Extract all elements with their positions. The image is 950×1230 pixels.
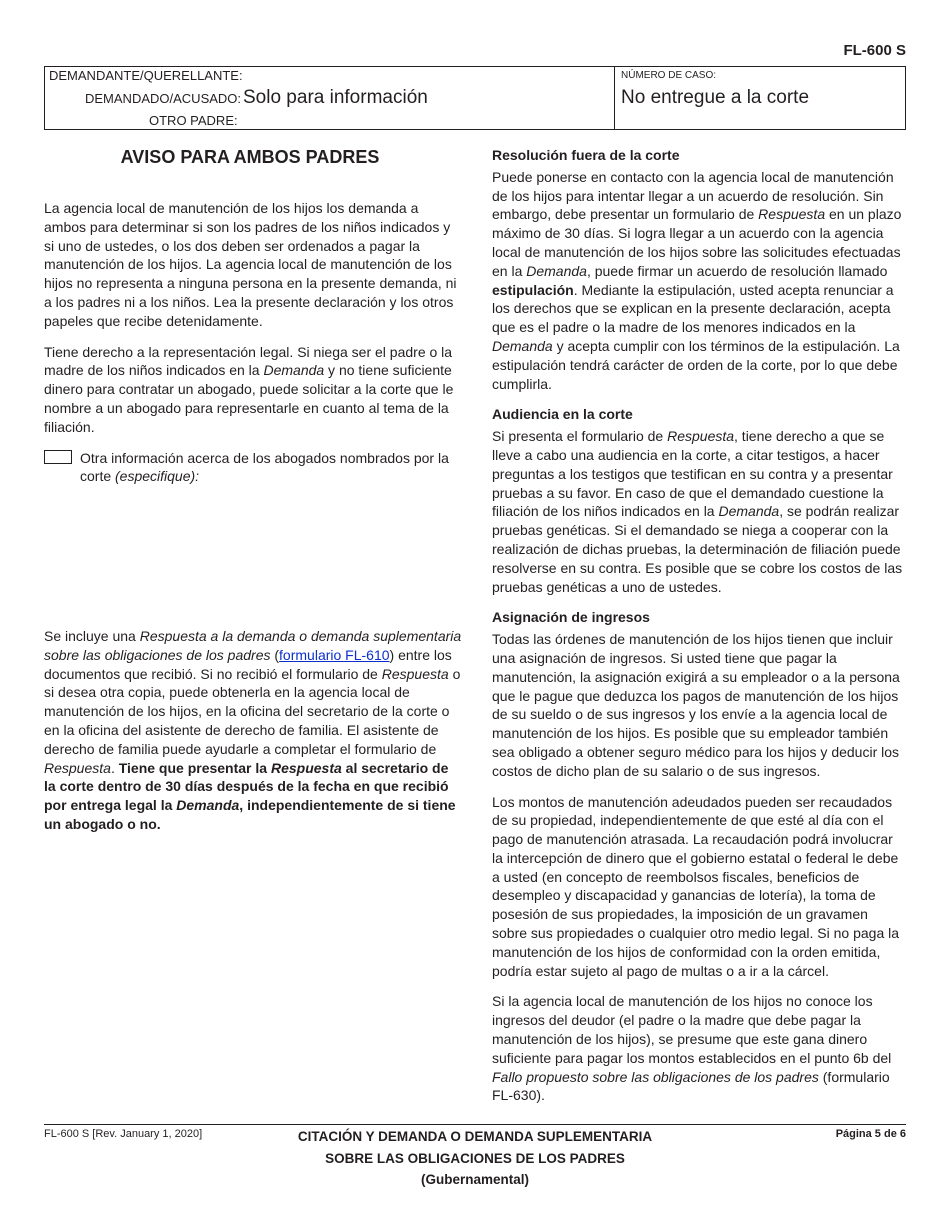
text: Tiene derecho a la representación legal. Si niega ser el padre o la madre de los niños indicados en la	[44, 343, 453, 379]
form-fl610-link[interactable]: formulario FL-610	[279, 646, 390, 663]
hearing-paragraph	[492, 427, 906, 596]
collection-paragraph: Los montos de manutención adeudados pueden ser recaudados de su propiedad, independientemente de que esté al día con el pago de manutención atrasada. La recaudación podrá involucrar la intercepción de dinero que el gobierno estatal o federal le debe a usted (en concepto de reembolsos fiscales, beneficios de desempleo y discapacidad y ganancias de lotería), la toma de posesión de sus propiedades, la imposición de un gravamen sobre sus propiedades o cualquier otro medio legal. Si no paga la manutención de los hijos de conformidad con la orden emitida, podría estar sujeto al pago de multas o a ir a la cárcel.	[492, 793, 900, 979]
presumed-income-paragraph	[492, 992, 906, 1105]
text: (	[270, 646, 280, 663]
left-column	[44, 146, 462, 486]
text-bold: al secretario de la corte dentro de 30 días después de la fecha en que recibió por entrega legal la	[44, 759, 449, 814]
text: ) entre los documentos que recibió. Si no recibió el formulario de	[44, 646, 452, 682]
intro-paragraph: La agencia local de manutención de los hijos los demanda a ambos para determinar si son los padres de los niños indicados y si uno de ustedes, o los dos deben ser ordenados a pagar la manutención de los hijos. La agencia local de manutención de los hijos no representa a ninguna persona en la presente demanda, ni a los padres ni a los niños. Lea la presente declaración y los otros papeles que recibe detenidamente.	[44, 200, 457, 329]
text: y acepta cumplir con los términos de la estipulación. La estipulación tendrá carácter de orden de la corte, por lo que debe cumplirla.	[492, 337, 900, 392]
text: (formulario FL-630).	[492, 1068, 890, 1104]
text-bold-italic: Demanda	[176, 797, 240, 814]
text-italic: Respuesta	[667, 428, 735, 445]
footer-title-line-1: CITACIÓN Y DEMANDA O DEMANDA SUPLEMENTARIA	[297, 1129, 653, 1144]
income-assignment-heading: Asignación de ingresos	[492, 609, 650, 626]
text: , puede firmar un acuerdo de resolución llamado	[586, 262, 888, 279]
text-italic: Demanda	[263, 362, 325, 379]
text-italic: Respuesta a la demanda o demanda suplementaria sobre las obligaciones de los padres	[44, 628, 462, 663]
footer-title	[250, 1126, 700, 1191]
text: en un plazo máximo de 30 días. Si logra llegar a un acuerdo con la agencia local de manutención de los hijos sobre las solicitudes efectuadas en la	[492, 206, 902, 279]
text-bold: , independientemente de si tiene un abogado o no.	[44, 797, 456, 832]
defendant-label: DEMANDADO/ACUSADO:	[85, 91, 242, 106]
text-italic: Respuesta	[381, 665, 449, 682]
settlement-paragraph	[492, 168, 906, 394]
right-column	[492, 146, 906, 1105]
defendant-value: Solo para información	[243, 87, 428, 108]
text-bold: estipulación	[492, 281, 574, 298]
text-italic: Demanda	[526, 262, 587, 279]
footer-revision: FL-600 S [Rev. January 1, 2020]	[44, 1128, 203, 1140]
footer-title-line-2: SOBRE LAS OBLIGACIONES DE LOS PADRES	[325, 1150, 625, 1166]
text-italic: Respuesta	[758, 206, 826, 223]
checkbox-specify: (especifique):	[115, 468, 200, 485]
attorney-info-checkbox[interactable]	[44, 450, 72, 464]
text-italic: Fallo propuesto sobre las obligaciones de los padres	[492, 1068, 819, 1085]
text-italic: Respuesta	[44, 759, 111, 776]
footer-title-line-3: (Gubernamental)	[420, 1172, 529, 1187]
case-caption	[44, 66, 906, 130]
text: , tiene derecho a que se lleve a cabo una audiencia en la corte, a citar testigos, a hacer preguntas a los testigos que testifican en su contra y a presentar pruebas a su favor. En caso de que el demandado cuestione la filiación de los niños indicados en la	[492, 428, 893, 520]
attorney-info-checkbox-row	[44, 449, 462, 487]
notice-title: AVISO PARA AMBOS PADRES	[120, 147, 380, 167]
text: Si presenta el formulario de	[492, 428, 668, 445]
text: y no tiene suficiente dinero para contratar un abogado, puede solicitar a la corte que le nombre a un abogado para representarle en cuanto al tema de la filiación.	[44, 362, 454, 435]
income-assignment-paragraph: Todas las órdenes de manutención de los hijos tienen que incluir una asignación de ingresos. Si usted tiene que pagar la manutención, la asignación exigirá a su empleador o a la persona que le pague que deduzca los pagos de manutención de los hijos de su sueldo o de sus ingresos y los envíe a la agencia local de manutención de los hijos. Es posible que su empleador también sea obligado a obtener seguro médico para los hijos y deducir los costos de dicho plan de su salario o de sus ingresos.	[492, 631, 900, 779]
case-number-value: No entregue a la corte	[621, 87, 810, 108]
response-paragraph-column	[44, 627, 462, 834]
case-number-label: NÚMERO DE CASO:	[621, 70, 717, 81]
footer-divider	[44, 1124, 906, 1125]
parties-box	[45, 67, 615, 129]
text: Se incluye una	[44, 628, 140, 644]
settlement-heading: Resolución fuera de la corte	[492, 147, 680, 163]
text-bold: Tiene que presentar la	[118, 759, 271, 776]
text-italic: Demanda	[492, 337, 553, 354]
checkbox-label: Otra información acerca de los abogados nombrados por la corte	[80, 449, 449, 485]
response-paragraph	[44, 627, 462, 834]
text: Si la agencia local de manutención de los hijos no conoce los ingresos del deudor (el padre o la madre que debe pagar la manutención de los hijos), se presume que este gana dinero suficiente para pagar los montos establecidos en el punto 6b del	[492, 993, 892, 1066]
hearing-heading: Audiencia en la corte	[492, 406, 633, 423]
text: . Mediante la estipulación, usted acepta renunciar a los derechos que se explican en la presente declaración, acepta que es el padre o la madre de los menores indicados en la	[492, 281, 894, 336]
text: Puede ponerse en contacto con la agencia local de manutención de los hijos para intentar llegar a un acuerdo de resolución. Sin embargo, debe presentar un formulario de	[492, 168, 894, 223]
form-code: FL-600 S	[843, 42, 906, 59]
text: , se podrán realizar pruebas genéticas. Si el demandado se niega a cooperar con la realización de dichas pruebas, la determinación de filiación puede resolverse en su contra. Es posible que se cobre los costos de las pruebas genéticas a uno de ustedes.	[492, 503, 903, 595]
text: .	[110, 759, 119, 776]
other-parent-label: OTRO PADRE:	[149, 113, 238, 128]
text-bold-italic: Respuesta	[270, 759, 342, 776]
text: o si desea otra copia, puede obtenerla en la agencia local de manutención de los hijos, en la oficina del secretario de la corte o en la oficina del asistente de derecho de familia. El asistente de derecho de familia puede ayudarle a completar el formulario de	[44, 665, 461, 757]
legal-representation-paragraph	[44, 343, 462, 437]
text-italic: Demanda	[718, 503, 780, 520]
plaintiff-label: DEMANDANTE/QUERELLANTE:	[49, 68, 243, 83]
page-number: Página 5 de 6	[835, 1128, 906, 1140]
